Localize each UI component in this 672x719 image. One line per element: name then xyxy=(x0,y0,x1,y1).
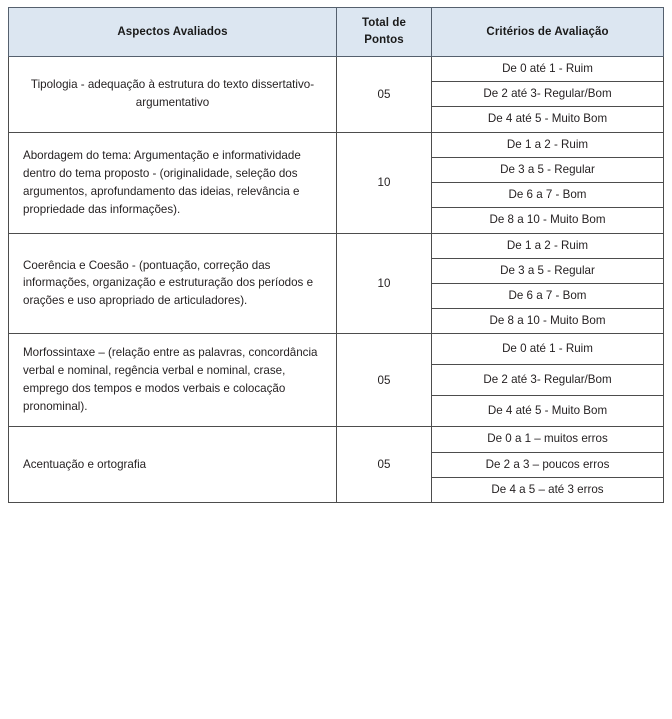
table-row xyxy=(9,334,664,365)
column-header-total-points-line2: Pontos xyxy=(364,34,404,46)
table-row xyxy=(9,57,664,82)
criterion-cell: De 0 a 1 – muitos erros xyxy=(432,427,664,452)
total-points-cell: 05 xyxy=(337,334,432,427)
column-header-criteria: Critérios de Avaliação xyxy=(432,8,664,57)
table-header xyxy=(9,8,664,57)
column-header-aspects: Aspectos Avaliados xyxy=(9,8,337,57)
criterion-cell: De 3 a 5 - Regular xyxy=(432,157,664,182)
aspect-cell: Coerência e Coesão - (pontuação, correção das informações, organização e estruturação dos períodos e orações e uso apropriado de articuladores). xyxy=(9,233,337,334)
aspect-cell: Tipologia - adequação à estrutura do texto dissertativo-argumentativo xyxy=(9,57,337,133)
total-points-cell: 05 xyxy=(337,427,432,503)
total-points-cell: 10 xyxy=(337,132,432,233)
criterion-cell: De 2 a 3 – poucos erros xyxy=(432,452,664,477)
criterion-cell: De 2 até 3- Regular/Bom xyxy=(432,365,664,396)
total-points-cell: 05 xyxy=(337,57,432,133)
aspect-cell: Abordagem do tema: Argumentação e informatividade dentro do tema proposto - (originalidade, seleção dos argumentos, aprofundamento das ideias, relevância e propriedade das informações). xyxy=(9,132,337,233)
criterion-cell: De 4 até 5 - Muito Bom xyxy=(432,396,664,427)
criterion-cell: De 2 até 3- Regular/Bom xyxy=(432,82,664,107)
table-row xyxy=(9,233,664,258)
criterion-cell: De 8 a 10 - Muito Bom xyxy=(432,208,664,233)
criterion-cell: De 1 a 2 - Ruim xyxy=(432,132,664,157)
table-row xyxy=(9,427,664,452)
total-points-cell: 10 xyxy=(337,233,432,334)
header-row xyxy=(9,8,664,57)
criterion-cell: De 0 até 1 - Ruim xyxy=(432,334,664,365)
criterion-cell: De 0 até 1 - Ruim xyxy=(432,57,664,82)
column-header-total-points-line1: Total de xyxy=(361,17,407,30)
evaluation-rubric-table xyxy=(8,7,664,503)
aspect-cell: Acentuação e ortografia xyxy=(9,427,337,503)
criterion-cell: De 6 a 7 - Bom xyxy=(432,183,664,208)
column-header-total-points xyxy=(337,8,432,57)
criterion-cell: De 6 a 7 - Bom xyxy=(432,283,664,308)
criterion-cell: De 8 a 10 - Muito Bom xyxy=(432,309,664,334)
criterion-cell: De 3 a 5 - Regular xyxy=(432,258,664,283)
criterion-cell: De 4 até 5 - Muito Bom xyxy=(432,107,664,132)
criterion-cell: De 1 a 2 - Ruim xyxy=(432,233,664,258)
aspect-cell: Morfossintaxe – (relação entre as palavras, concordância verbal e nominal, regência verbal e nominal, crase, emprego dos tempos e modos verbais e colocação pronominal). xyxy=(9,334,337,427)
table-body xyxy=(9,57,664,503)
criterion-cell: De 4 a 5 – até 3 erros xyxy=(432,477,664,502)
table-row xyxy=(9,132,664,157)
